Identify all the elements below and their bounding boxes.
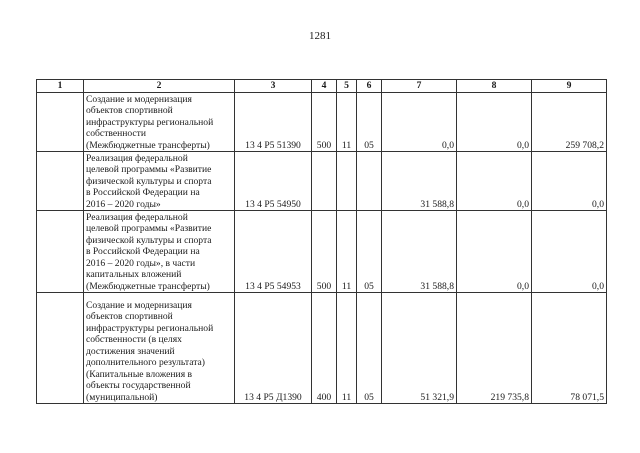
row-col8: 0,0 bbox=[457, 93, 532, 152]
row-name: Создание и модернизация объектов спортивной инфраструктуры региональной собственности (в целях достижения значений дополнительного результата) (Капитальные вложения в объекты государственной (муниципальной) bbox=[84, 293, 235, 404]
row-col8: 219 735,8 bbox=[457, 293, 532, 404]
table-row bbox=[37, 211, 607, 293]
row-col4: 500 bbox=[312, 93, 337, 152]
row-col4: 500 bbox=[312, 211, 337, 293]
row-col5: 11 bbox=[337, 211, 357, 293]
header-col-3: 3 bbox=[235, 80, 312, 93]
header-col-2: 2 bbox=[84, 80, 235, 93]
header-col-6: 6 bbox=[357, 80, 382, 93]
page-number: 1281 bbox=[309, 30, 331, 42]
row-col8: 0,0 bbox=[457, 152, 532, 211]
row-number-cell bbox=[37, 293, 84, 404]
row-col4: 400 bbox=[312, 293, 337, 404]
row-col6: 05 bbox=[357, 293, 382, 404]
row-col9: 259 708,2 bbox=[532, 93, 607, 152]
header-row bbox=[37, 80, 607, 93]
row-col5: 11 bbox=[337, 293, 357, 404]
row-col7: 31 588,8 bbox=[382, 152, 457, 211]
header-col-8: 8 bbox=[457, 80, 532, 93]
row-col6 bbox=[357, 152, 382, 211]
row-col7: 51 321,9 bbox=[382, 293, 457, 404]
header-col-9: 9 bbox=[532, 80, 607, 93]
row-code: 13 4 Р5 54950 bbox=[235, 152, 312, 211]
row-col4 bbox=[312, 152, 337, 211]
row-col5 bbox=[337, 152, 357, 211]
table-row bbox=[37, 93, 607, 152]
row-number-cell bbox=[37, 93, 84, 152]
row-col7: 31 588,8 bbox=[382, 211, 457, 293]
row-name: Создание и модернизация объектов спортивной инфраструктуры региональной собственности (Межбюджетные трансферты) bbox=[84, 93, 235, 152]
row-col9: 0,0 bbox=[532, 211, 607, 293]
budget-table bbox=[36, 79, 607, 404]
row-col6: 05 bbox=[357, 211, 382, 293]
row-code: 13 4 Р5 51390 bbox=[235, 93, 312, 152]
row-code: 13 4 Р5 Д1390 bbox=[235, 293, 312, 404]
row-col5: 11 bbox=[337, 93, 357, 152]
row-number-cell bbox=[37, 152, 84, 211]
row-name: Реализация федеральной целевой программы «Развитие физической культуры и спорта в Российской Федерации на 2016 – 2020 годы» bbox=[84, 152, 235, 211]
table-row bbox=[37, 152, 607, 211]
row-col6: 05 bbox=[357, 93, 382, 152]
row-col9: 78 071,5 bbox=[532, 293, 607, 404]
table-row bbox=[37, 293, 607, 404]
row-col8: 0,0 bbox=[457, 211, 532, 293]
header-col-4: 4 bbox=[312, 80, 337, 93]
row-col7: 0,0 bbox=[382, 93, 457, 152]
header-col-5: 5 bbox=[337, 80, 357, 93]
row-number-cell bbox=[37, 211, 84, 293]
header-col-7: 7 bbox=[382, 80, 457, 93]
row-col9: 0,0 bbox=[532, 152, 607, 211]
row-name: Реализация федеральной целевой программы «Развитие физической культуры и спорта в Российской Федерации на 2016 – 2020 годы», в части капитальных вложений (Межбюджетные трансферты) bbox=[84, 211, 235, 293]
row-code: 13 4 Р5 54953 bbox=[235, 211, 312, 293]
header-col-1: 1 bbox=[37, 80, 84, 93]
